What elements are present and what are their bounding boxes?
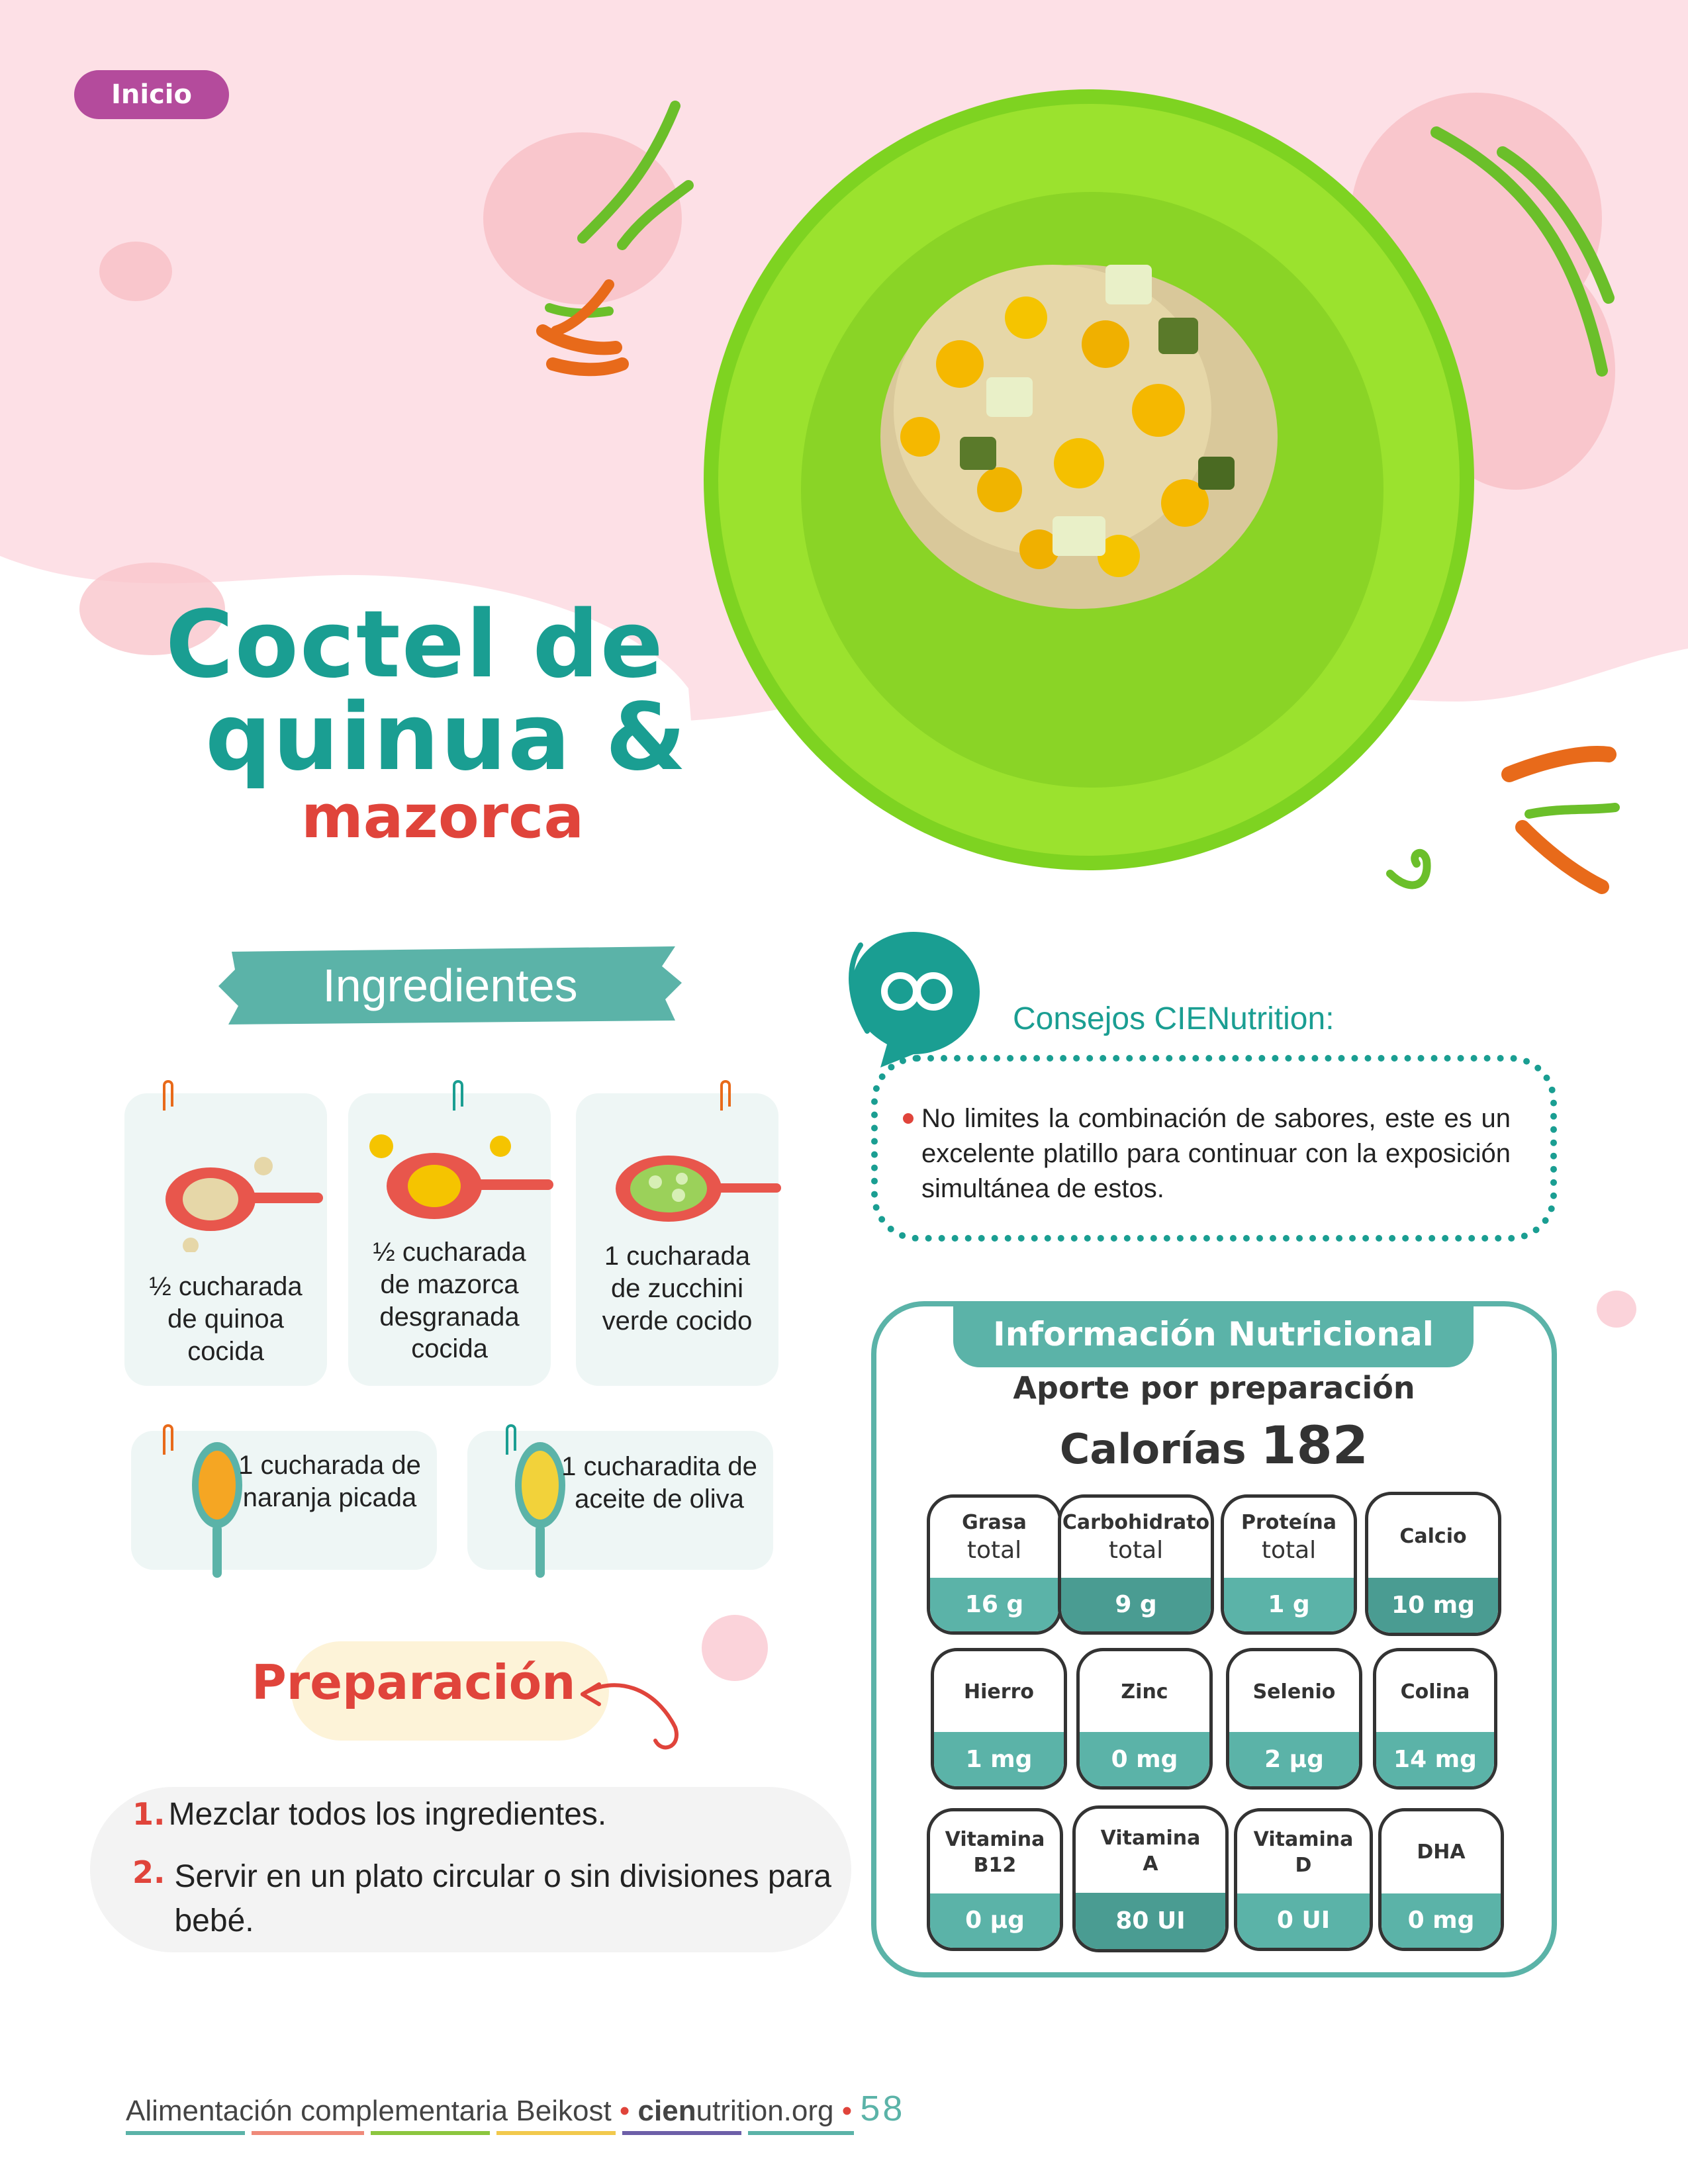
tips-text: No limites la combinación de sabores, este es un excelente platillo para continuar con la exposición simultánea de estos. [921, 1104, 1511, 1204]
nutrient-label: Grasa total [962, 1510, 1027, 1564]
nutrient-value: 0 mg [1382, 1893, 1501, 1948]
ingredients-heading: Ingredientes [322, 960, 578, 1011]
recipe-title-line1: Coctel de [165, 591, 665, 699]
ingredient-text: 1 cucharadita de aceite de oliva [561, 1452, 757, 1514]
decor-strokes-icon [503, 86, 847, 457]
nutrient-value: 14 mg [1376, 1732, 1494, 1786]
spoon-orange-icon [191, 1439, 244, 1578]
bullet-dot-icon [903, 1113, 914, 1124]
ingredient-card [348, 1093, 551, 1386]
nutrient-value: 1 g [1224, 1578, 1354, 1631]
nutrient-label: Selenio [1252, 1680, 1336, 1704]
footer-dot: • [619, 2095, 630, 2127]
footer-line [496, 2131, 616, 2135]
footer-site[interactable]: utrition.org [696, 2095, 834, 2127]
footer-site-bold[interactable]: cien [637, 2095, 696, 2127]
nutrient-label: Zinc [1121, 1680, 1168, 1704]
footer [126, 2088, 905, 2129]
step-item [132, 1854, 847, 1943]
nutrient-cell [1076, 1648, 1213, 1790]
calories [871, 1416, 1557, 1476]
decor-dot [702, 1615, 768, 1681]
nutrient-value: 2 µg [1229, 1732, 1359, 1786]
nutrient-cell [931, 1648, 1067, 1790]
nutrient-cell [1058, 1494, 1214, 1635]
nutrient-cell [1221, 1494, 1357, 1635]
arrow-icon [576, 1661, 695, 1780]
paperclip-icon [715, 1077, 735, 1117]
page-number: 58 [860, 2089, 906, 2128]
ingredient-card [467, 1431, 773, 1570]
nutrient-label: Colina [1400, 1680, 1470, 1704]
step-text: Servir en un plato circular o sin divisiones para bebé. [174, 1859, 831, 1939]
step-item [132, 1792, 847, 1837]
nutrient-value: 0 µg [930, 1893, 1060, 1948]
recipe-title-line2: quinua & [205, 684, 688, 792]
paperclip-icon [447, 1077, 467, 1117]
nutrient-cell [1365, 1492, 1501, 1636]
footer-line [252, 2131, 364, 2135]
home-button[interactable]: Inicio [74, 70, 229, 119]
decor-carrot-icon [1364, 741, 1642, 913]
nutrient-cell [1373, 1648, 1497, 1790]
spoon-quinoa-icon [164, 1146, 323, 1252]
ingredient-card [576, 1093, 778, 1386]
nutrient-value: 16 g [930, 1578, 1058, 1631]
ingredient-text: ½ cucharada de mazorca desgranada cocida [373, 1238, 526, 1364]
nutrition-subtitle: Aporte por preparación [1013, 1370, 1415, 1406]
step-text: Mezclar todos los ingredientes. [168, 1797, 607, 1832]
tips-heading: Consejos CIENutrition: [1013, 1001, 1335, 1036]
ingredient-text: 1 cucharada de naranja picada [238, 1451, 421, 1512]
ingredient-card [131, 1431, 437, 1570]
ingredient-card [124, 1093, 327, 1386]
nutrient-label: Proteína total [1241, 1510, 1336, 1564]
spoon-zucchini-icon [616, 1149, 781, 1228]
calories-value: 182 [1260, 1416, 1369, 1476]
footer-line [126, 2131, 245, 2135]
cienutrition-logo-icon [841, 919, 1000, 1077]
paperclip-icon [158, 1422, 177, 1461]
spoon-oil-icon [514, 1439, 567, 1578]
nutrient-cell [927, 1808, 1063, 1951]
step-number: 1. [132, 1796, 165, 1832]
nutrient-label: Vitamina B12 [945, 1827, 1045, 1877]
nutrient-value: 10 mg [1368, 1578, 1498, 1633]
nutrient-label: Vitamina D [1253, 1827, 1354, 1877]
footer-dot: • [841, 2095, 853, 2127]
nutrient-value: 1 mg [934, 1732, 1064, 1786]
nutrient-cell [1378, 1808, 1504, 1951]
calories-label: Calorías [1059, 1425, 1246, 1473]
nutrient-label: Carbohidrato total [1062, 1510, 1210, 1564]
step-number: 2. [132, 1854, 165, 1890]
nutrient-label: Vitamina A [1100, 1826, 1201, 1876]
ingredient-text: 1 cucharada de zucchini verde cocido [602, 1242, 753, 1336]
nutrient-value: 80 UI [1076, 1893, 1225, 1949]
nutrient-cell [1072, 1805, 1229, 1952]
nutrient-cell [1234, 1808, 1373, 1951]
nutrient-value: 0 mg [1080, 1732, 1209, 1786]
footer-line [622, 2131, 741, 2135]
nutrition-tab: Información Nutricional [953, 1301, 1474, 1367]
nutrient-label: Calcio [1399, 1524, 1467, 1548]
nutrient-label: Hierro [964, 1680, 1034, 1704]
ingredient-text: ½ cucharada de quinoa cocida [149, 1272, 303, 1366]
footer-text: Alimentación complementaria Beikost [126, 2095, 612, 2127]
recipe-title-line3: mazorca [301, 782, 585, 852]
footer-line [748, 2131, 854, 2135]
decor-lines-icon [1423, 113, 1635, 404]
paperclip-icon [158, 1077, 177, 1117]
nutrient-value: 0 UI [1237, 1893, 1370, 1948]
decor-dot [1597, 1291, 1636, 1328]
footer-line [371, 2131, 490, 2135]
nutrient-value: 9 g [1061, 1578, 1211, 1631]
nutrient-cell [1226, 1648, 1362, 1790]
spoon-corn-icon [361, 1133, 553, 1226]
nutrient-label: DHA [1417, 1841, 1466, 1864]
nutrient-cell [927, 1494, 1062, 1635]
preparation-heading: Preparación [252, 1655, 576, 1710]
